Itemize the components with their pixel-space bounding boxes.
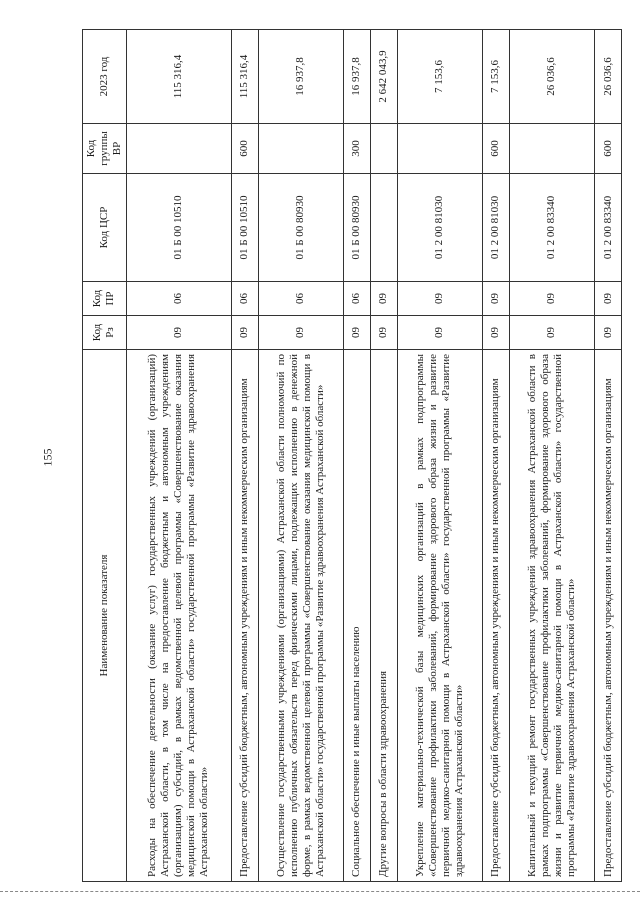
row-vr	[126, 124, 231, 174]
row-amount: 115 316,4	[231, 30, 258, 124]
row-csr	[370, 174, 397, 282]
table-row	[343, 30, 370, 882]
row-name: Укрепление материально-технической базы медицинских организаций в рамках подпрограммы «Совершенствование профилактики заболеваний, формирование здорового образа жизни и развитие первичной медико-санитарной помощи в Астраханской области» государственной программы «Развитие здравоохранения Астраханской области»	[397, 350, 482, 882]
row-name: Предоставление субсидий бюджетным, автономным учреждениям и иным некоммерческим организациям	[594, 350, 621, 882]
row-amount: 7 153,6	[482, 30, 509, 124]
table-row	[126, 30, 231, 882]
row-vr	[258, 124, 343, 174]
row-csr: 01 2 00 83340	[509, 174, 594, 282]
row-csr: 01 2 00 83340	[594, 174, 621, 282]
row-pr: 09	[397, 282, 482, 316]
table-row	[509, 30, 594, 882]
header-pr: Код ПР	[83, 282, 127, 316]
row-rz: 09	[370, 316, 397, 350]
row-rz: 09	[509, 316, 594, 350]
row-amount: 16 937,8	[343, 30, 370, 124]
table-row	[397, 30, 482, 882]
table-row	[258, 30, 343, 882]
row-vr: 600	[231, 124, 258, 174]
row-name: Другие вопросы в области здравоохранения	[370, 350, 397, 882]
row-csr: 01 Б 00 10510	[126, 174, 231, 282]
header-name: Наименование показателя	[83, 350, 127, 882]
table-region	[82, 30, 622, 882]
table-row	[594, 30, 621, 882]
row-name: Социальное обеспечение и иные выплаты населению	[343, 350, 370, 882]
row-rz: 09	[482, 316, 509, 350]
row-rz: 09	[258, 316, 343, 350]
row-rz: 09	[231, 316, 258, 350]
row-amount: 2 642 043,9	[370, 30, 397, 124]
header-csr: Код ЦСР	[83, 174, 127, 282]
row-vr	[509, 124, 594, 174]
row-vr: 600	[482, 124, 509, 174]
row-name: Расходы на обеспечение деятельности (оказание услуг) государственных учреждений (организаций) Астраханской области, в том числе на предоставление бюджетным и автономным учреждениям (организациям) субсидий, в рамках ведомственной целевой программы «Совершенствование оказания медицинской помощи в Астраханской области» государственной программы «Развитие здравоохранения Астраханской области»	[126, 350, 231, 882]
header-vr: Код группы ВР	[83, 124, 127, 174]
row-csr: 01 Б 00 80930	[258, 174, 343, 282]
row-rz: 09	[397, 316, 482, 350]
row-pr: 06	[126, 282, 231, 316]
page-bottom-divider	[0, 891, 640, 892]
page-number: 155	[40, 448, 55, 467]
row-pr: 09	[509, 282, 594, 316]
budget-table	[82, 29, 622, 882]
row-csr: 01 2 00 81030	[397, 174, 482, 282]
rotated-table-frame	[82, 30, 622, 882]
table-row	[231, 30, 258, 882]
row-csr: 01 Б 00 80930	[343, 174, 370, 282]
row-amount: 26 036,6	[594, 30, 621, 124]
row-rz: 09	[126, 316, 231, 350]
row-name: Капитальный и текущий ремонт государственных учреждений здравоохранения Астраханской области в рамках подпрограммы «Совершенствование профилактики заболеваний, формирование здорового образа жизни и развитие первичной медико-санитарной помощи в Астраханской области» государственной программы «Развитие здравоохранения Астраханской области»	[509, 350, 594, 882]
row-pr: 06	[258, 282, 343, 316]
row-pr: 09	[370, 282, 397, 316]
row-csr: 01 2 00 81030	[482, 174, 509, 282]
row-pr: 06	[343, 282, 370, 316]
row-vr	[397, 124, 482, 174]
row-name: Предоставление субсидий бюджетным, автономным учреждениям и иным некоммерческим организациям	[231, 350, 258, 882]
row-pr: 09	[482, 282, 509, 316]
table-row	[370, 30, 397, 882]
row-amount: 115 316,4	[126, 30, 231, 124]
row-name: Предоставление субсидий бюджетным, автономным учреждениям и иным некоммерческим организациям	[482, 350, 509, 882]
row-vr: 600	[594, 124, 621, 174]
row-vr	[370, 124, 397, 174]
row-pr: 09	[594, 282, 621, 316]
row-rz: 09	[594, 316, 621, 350]
header-year: 2023 год	[83, 30, 127, 124]
row-vr: 300	[343, 124, 370, 174]
row-csr: 01 Б 00 10510	[231, 174, 258, 282]
table-header-row	[83, 30, 127, 882]
row-amount: 26 036,6	[509, 30, 594, 124]
row-amount: 16 937,8	[258, 30, 343, 124]
header-rz: Код Рз	[83, 316, 127, 350]
row-name: Осуществление государственными учреждениями (организациями) Астраханской области полномочий по исполнению публичных обязательств перед физическими лицами, подлежащих исполнению в денежной форме, в рамках ведомственной целевой программы «Совершенствование оказания медицинской помощи в Астраханской области» государственной программы «Развитие здравоохранения Астраханской области»	[258, 350, 343, 882]
row-pr: 06	[231, 282, 258, 316]
table-row	[482, 30, 509, 882]
row-amount: 7 153,6	[397, 30, 482, 124]
row-rz: 09	[343, 316, 370, 350]
